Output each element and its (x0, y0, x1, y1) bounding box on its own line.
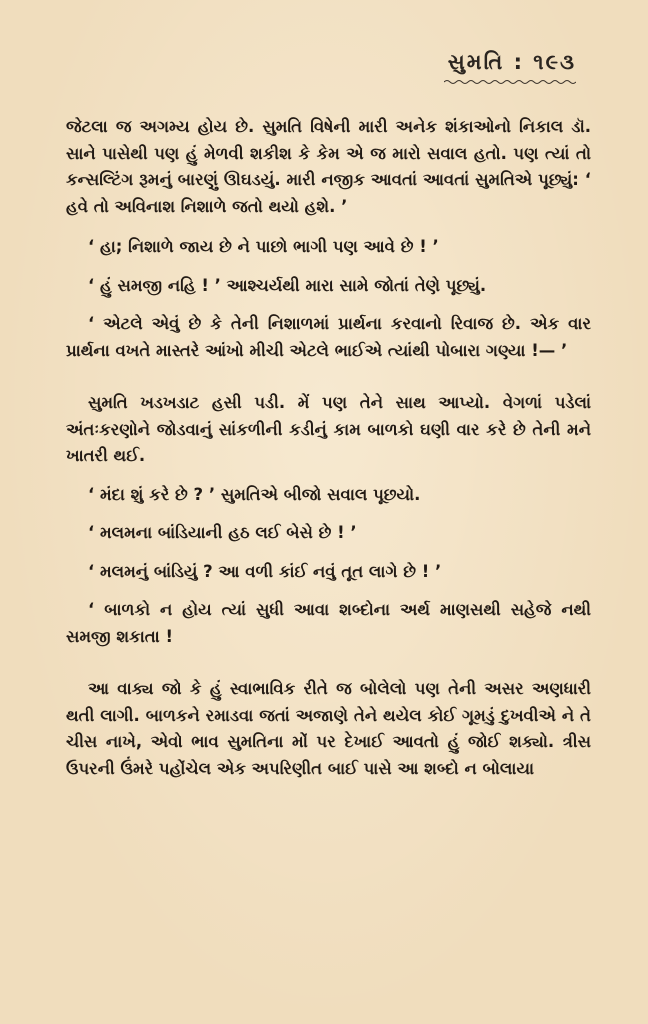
paragraph: ‘ એટલે એવું છે કે તેની નિશાળમાં પ્રાર્થના કરવાનો રિવાજ છે. એક વાર પ્રાર્થના વખતે માસ્તરે આંખો મીચી એટલે ભાઈએ ત્યાંથી પોબારા ગણ્યા !— ’ (66, 314, 591, 360)
body-text (66, 114, 591, 782)
paragraph: સુમતિ ખડખડાટ હસી પડી. મેં પણ તેને સાથ આપ્યો. વેગળાં પડેલાં અંતઃકરણોને જોડવાનું સાંકળીની કડીનું કામ બાળકો ઘણી વાર કરે છે તેની મને ખાતરી થઈ. (66, 393, 591, 465)
paragraph: ‘ મલમનું બાંડિયું ? આ વળી કાંઈ નવું તૂત લાગે છે ! ’ (88, 561, 442, 581)
running-head: સુમતિ : ૧૯૩ (447, 50, 576, 74)
paragraph: જેટલા જ અગમ્ય હોય છે. સુમતિ વિષેની મારી અનેક શંકાઓનો નિકાલ ડૉ. સાને પાસેથી પણ હું મેળવી શકીશ કે કેમ એ જ મારો સવાલ હતો. પણ ત્યાં તો કન્સલ્ટિંગ રૂમનું બારણું ઊઘડયું. મારી નજીક આવતાં આવતાં સુમતિએ પૂછ્યું: ‘ હવે તો અવિનાશ નિશાળે જતો થયો હશે. ’ (66, 117, 591, 216)
paragraph: ‘ બાળકો ન હોય ત્યાં સુધી આવા શબ્દોના અર્થ માણસથી સહેજે નથી સમજી શકાતા ! (66, 600, 591, 646)
paragraph: ‘ હા; નિશાળે જાય છે ને પાછો ભાગી પણ આવે છે ! ’ (88, 237, 439, 256)
page-header (444, 50, 576, 85)
paragraph: ‘ મંદા શું કરે છે ? ’ સુમતિએ બીજો સવાલ પૂછયો. (88, 484, 421, 504)
paragraph: ‘ મલમના બાંડિયાની હઠ લઈ બેસે છે ! ’ (88, 523, 357, 542)
paragraph: આ વાક્ય જો કે હું સ્વાભાવિક રીતે જ બોલેલો પણ તેની અસર અણધારી થતી લાગી. બાળકને રમાડવા જતાં અજાણે તેને થયેલ કોઈ ગૂમડું દુખવીએ ને તે ચીસ નાખે, એવો ભાવ સુમતિના મોં પર દેખાઈ આવતો હું જોઈ શક્યો. ત્રીસ ઉપરની ઉંમરે પહોંચેલ એક અપરિણીત બાઈ પાસે આ શબ્દો ન બોલાયા (66, 679, 591, 778)
decorative-wavy-rule (444, 79, 576, 85)
paragraph: ‘ હું સમજી નહિ ! ’ આશ્ચર્યથી મારા સામે જોતાં તેણે પૂછ્યું. (88, 275, 487, 295)
